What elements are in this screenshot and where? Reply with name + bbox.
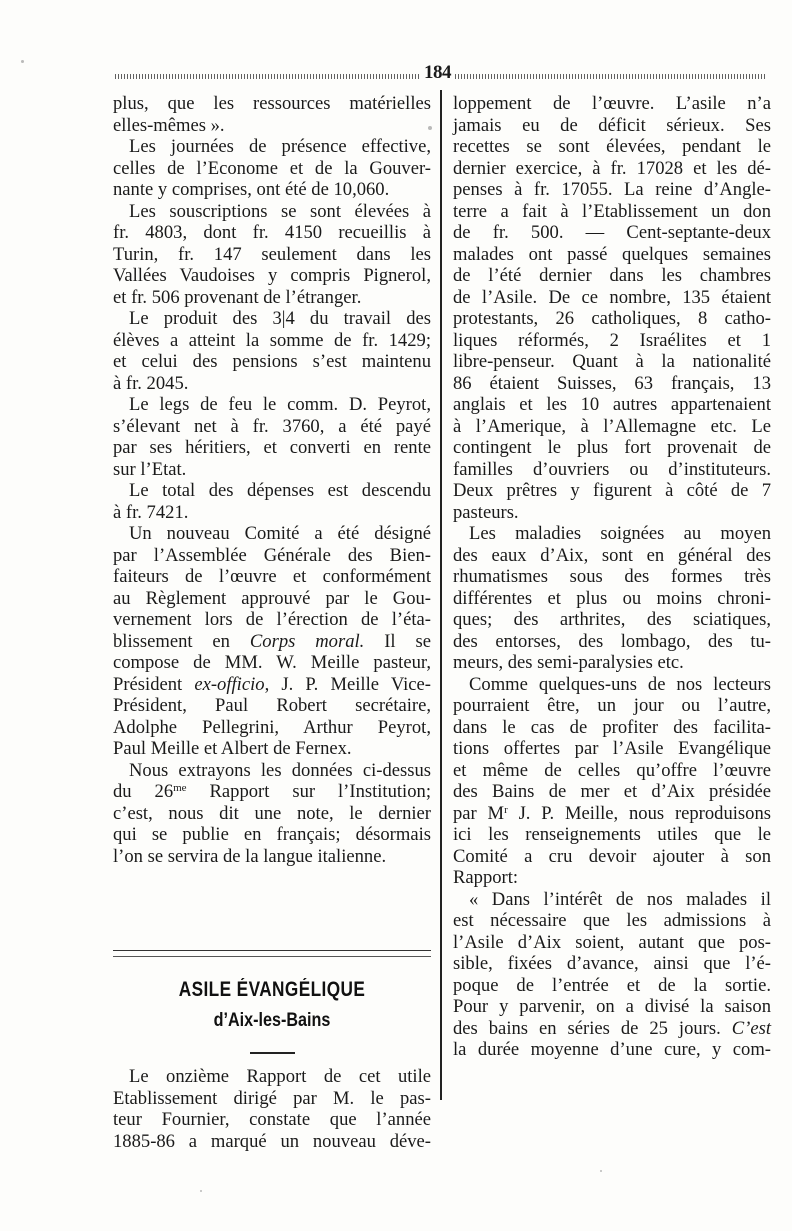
- text-line: elles-mêmes ».: [113, 114, 225, 136]
- text-line: malades ont passé quelques semaines: [453, 243, 771, 265]
- text-line: pasteurs.: [453, 501, 519, 523]
- text-line: contingent le plus fort provenait de: [453, 437, 771, 458]
- text-line: au Règlement approuvé par le Gou-: [113, 587, 431, 609]
- text-line: Rapport:: [453, 867, 519, 888]
- text-line: qui se publie en français; désormais: [113, 824, 431, 845]
- text-line: par l’Assemblée Générale des Bien-: [113, 544, 431, 566]
- header-ornamental-rule-left: [115, 74, 421, 79]
- text-line: poque de l’entrée et de la sortie.: [453, 974, 771, 996]
- text-line: jamais eu de déficit sérieux. Ses: [453, 114, 771, 136]
- text-line: Vallées Vaudoises y compris Pignerol,: [113, 265, 431, 286]
- text-line: rhumatismes sous des formes très: [453, 566, 771, 587]
- text-line: est nécessaire que les admissions à: [453, 910, 771, 931]
- text-line: blissement en Corps moral. Il se: [113, 630, 431, 652]
- text-line: Les maladies soignées au moyen: [469, 523, 771, 544]
- text-line: familles d’ouvriers ou d’instituteurs.: [453, 458, 771, 480]
- text-line: c’est, nous dit une note, le dernier: [113, 802, 431, 824]
- text-line: sur l’Etat.: [113, 458, 187, 480]
- text-line: de l’été dernier dans les chambres: [453, 265, 771, 286]
- text-line: Le produit des 3|4 du travail des: [129, 308, 431, 329]
- page-header: [115, 62, 765, 84]
- text-line: de fr. 500. — Cent-septante-deux: [453, 222, 771, 243]
- column-divider: [440, 90, 442, 1100]
- text-line: pourraient être, un jour ou l’autre,: [453, 695, 771, 716]
- text-line: des Bains de mer et d’Aix présidée: [453, 781, 771, 802]
- text-line: s’élevant net à fr. 3760, a été payé: [113, 415, 431, 437]
- text-line: anglais et les 10 autres appartenaient: [453, 394, 771, 415]
- header-ornamental-rule-right: [455, 74, 765, 79]
- text-line: protestants, 26 catholiques, 8 catho-: [453, 308, 771, 329]
- text-line: compose de MM. W. Meille pasteur,: [113, 652, 431, 673]
- text-line: Le legs de feu le comm. D. Peyrot,: [129, 394, 431, 415]
- text-line: plus, que les ressources matérielles: [113, 93, 431, 114]
- scan-speck: [600, 1170, 602, 1172]
- text-line: dans le cas de profiter des facilita-: [453, 716, 771, 738]
- text-line: par ses héritiers, et converti en rente: [113, 437, 431, 458]
- text-line: ici les renseignements utiles que le: [453, 824, 771, 845]
- text-line: libre-penseur. Quant à la nationalité: [453, 351, 771, 372]
- text-line: à l’Amerique, à l’Allemagne etc. Le: [453, 415, 771, 437]
- text-line: Les journées de présence effective,: [129, 136, 431, 157]
- text-line: fr. 4803, dont fr. 4150 recueillis à: [113, 222, 431, 243]
- section-title: ASILE ÉVANGÉLIQUE: [178, 978, 366, 1001]
- text-line: Adolphe Pellegrini, Arthur Peyrot,: [113, 716, 431, 738]
- text-line: Turin, fr. 147 seulement dans les: [113, 243, 431, 265]
- text-line: Pour y parvenir, on a divisé la saison: [453, 996, 771, 1017]
- left-column-article: [113, 1066, 431, 1152]
- text-line: « Dans l’intérêt de nos malades il: [469, 888, 771, 910]
- text-line: 86 étaient Suisses, 63 français, 13: [453, 372, 771, 394]
- text-line: différentes et plus ou moins chroni-: [453, 587, 771, 609]
- text-line: et celui des pensions s’est maintenu: [113, 351, 431, 372]
- text-line: et fr. 506 provenant de l’étranger.: [113, 286, 362, 308]
- text-line: teur Fournier, constate que l’année: [113, 1109, 431, 1130]
- text-line: vernement lors de l’érection de l’éta-: [113, 609, 431, 630]
- text-line: Nous extrayons les données ci-dessus: [129, 759, 431, 781]
- text-line: liques réformés, 2 Israélites et 1: [453, 329, 771, 351]
- text-line: penses à fr. 17055. La reine d’Angle-: [453, 179, 771, 200]
- text-line: Comme quelques-uns de nos lecteurs: [469, 673, 771, 695]
- text-line: faiteurs de l’œuvre et conformément: [113, 566, 431, 587]
- text-line: Etablissement dirigé par M. le pas-: [113, 1087, 431, 1109]
- text-line: nante y comprises, ont été de 10,060.: [113, 179, 390, 200]
- text-line: Comité a cru devoir ajouter à son: [453, 845, 771, 867]
- text-line: Paul Meille et Albert de Fernex.: [113, 738, 352, 759]
- text-line: du $26^{me}$ Rapport sur l’Institution;: [113, 781, 431, 802]
- text-line: Le onzième Rapport de cet utile: [129, 1066, 431, 1087]
- text-line: celles de l’Econome et de la Gouver-: [113, 157, 431, 179]
- scan-speck: [21, 60, 24, 63]
- right-column: [453, 93, 771, 1061]
- text-line: Président ex-officio, J. P. Meille Vice-: [113, 673, 431, 695]
- text-line: à fr. 2045.: [113, 372, 189, 394]
- left-column: [113, 93, 431, 867]
- text-line: la durée moyenne d’une cure, y com-: [453, 1039, 771, 1060]
- text-line: 1885-86 a marqué un nouveau déve-: [113, 1130, 431, 1152]
- text-line: meurs, des semi-paralysies etc.: [453, 652, 684, 673]
- text-line: sible, fixées d’avance, ainsi que l’é-: [453, 953, 771, 974]
- text-line: des bains en séries de 25 jours. C’est: [453, 1017, 771, 1039]
- text-line: l’Asile d’Aix soient, autant que pos-: [453, 931, 771, 953]
- text-line: terre a fait à l’Etablissement un don: [453, 200, 771, 222]
- text-line: ques; des arthrites, des sciatiques,: [453, 609, 771, 630]
- scan-speck: [200, 1190, 202, 1192]
- text-line: recettes se sont élevées, pendant le: [453, 136, 771, 157]
- text-line: loppement de l’œuvre. L’asile n’a: [453, 93, 771, 114]
- text-line: par $M^r$ J. P. Meille, nous reproduisons: [453, 802, 771, 824]
- text-line: Le total des dépenses est descendu: [129, 480, 431, 501]
- section-separator-rule: [113, 950, 431, 957]
- scan-speck: [428, 126, 432, 130]
- text-line: Les souscriptions se sont élevées à: [129, 200, 431, 222]
- text-line: l’on se servira de la langue italienne.: [113, 845, 387, 867]
- text-line: des eaux d’Aix, sont en général des: [453, 544, 771, 566]
- text-line: des entorses, des lombago, des tu-: [453, 630, 771, 652]
- text-line: de l’Asile. De ce nombre, 135 étaient: [453, 286, 771, 308]
- title-ornament-rule: [250, 1052, 295, 1054]
- page-number: 184: [424, 62, 451, 83]
- text-line: tions offertes par l’Asile Evangélique: [453, 738, 771, 759]
- text-line: Un nouveau Comité a été désigné: [129, 523, 431, 544]
- text-line: Président, Paul Robert secrétaire,: [113, 695, 431, 716]
- text-line: élèves a atteint la somme de fr. 1429;: [113, 329, 431, 351]
- text-line: et même de celles qu’offre l’œuvre: [453, 759, 771, 781]
- section-subtitle: d’Aix-les-Bains: [213, 1010, 331, 1031]
- text-line: Deux prêtres y figurent à côté de 7: [453, 480, 771, 501]
- text-line: à fr. 7421.: [113, 501, 189, 523]
- text-line: dernier exercice, à fr. 17028 et les dé-: [453, 157, 771, 179]
